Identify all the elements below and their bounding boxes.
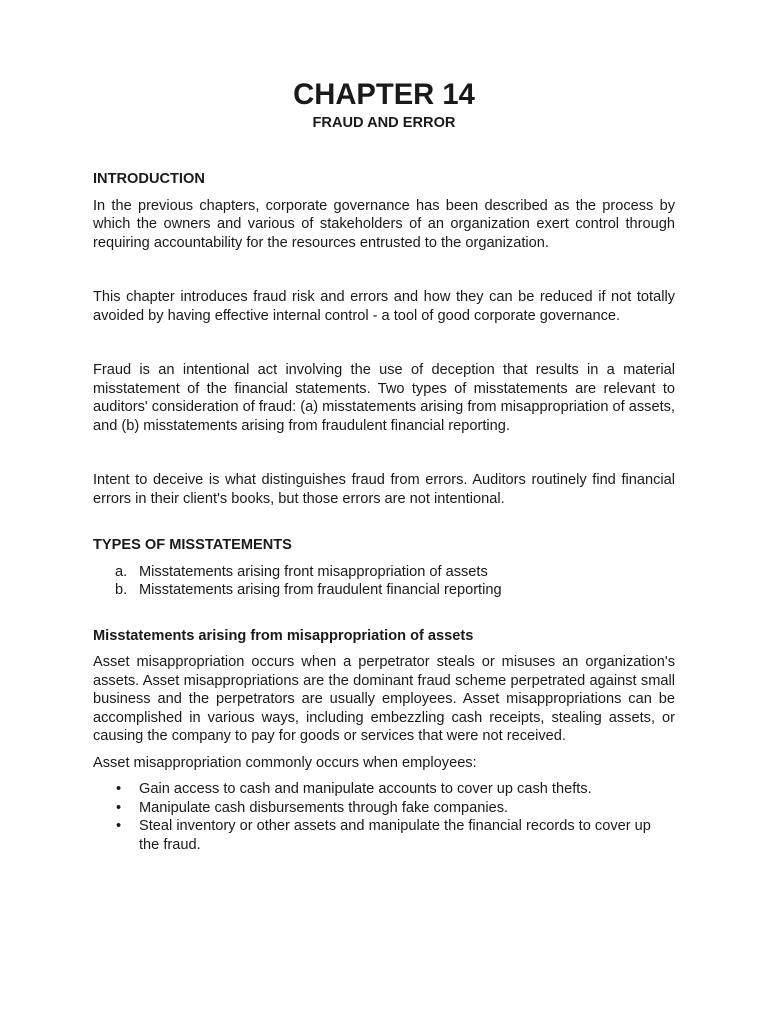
intro-paragraph-2: This chapter introduces fraud risk and errors and how they can be reduced if not totally avoided by having effective internal control - a tool of good corporate governance. [93, 289, 675, 324]
types-list [93, 563, 675, 600]
list-item-text: Manipulate cash disbursements through fake companies. [139, 799, 509, 816]
misappropriation-paragraph-2: Asset misappropriation commonly occurs when employees: [93, 754, 477, 771]
intro-paragraph-4: Intent to deceive is what distinguishes fraud from errors. Auditors routinely find financial errors in their client's books, but those errors are not intentional. [93, 472, 675, 507]
list-item [115, 817, 675, 854]
chapter-subtitle: FRAUD AND ERROR [312, 114, 456, 131]
list-item-text: Misstatements arising front misappropriation of assets [139, 563, 488, 580]
bullet-icon: • [116, 781, 122, 797]
list-item-text: Misstatements arising from fraudulent financial reporting [139, 582, 502, 598]
list-item [115, 780, 675, 799]
list-item [115, 581, 675, 600]
introduction-heading: INTRODUCTION [93, 171, 205, 187]
list-item-text: Steal inventory or other assets and manipulate the financial records to cover up the fraud. [139, 818, 651, 853]
list-item [115, 563, 675, 582]
misappropriation-bullet-list [93, 780, 675, 854]
intro-paragraph-1: In the previous chapters, corporate governance has been described as the process by which the owners and various of stakeholders of an organization exert control through requiring accountability for the resources entrusted to the organization. [93, 197, 675, 251]
list-marker: a. [115, 563, 128, 580]
bullet-icon: • [116, 818, 122, 834]
document-page [93, 79, 675, 854]
bullet-icon: • [116, 799, 122, 816]
types-heading: TYPES OF MISSTATEMENTS [93, 537, 292, 553]
list-item [115, 799, 675, 818]
misappropriation-paragraph-1: Asset misappropriation occurs when a perpetrator steals or misuses an organization's assets. Asset misappropriations are the dominant fraud scheme perpetrated against small business and the perpetrators are usually employees. Asset misappropriations can be accomplished in various ways, including embezzling cash receipts, stealing assets, or causing the company to pay for goods or services that were not received. [93, 654, 675, 744]
intro-paragraph-3: Fraud is an intentional act involving the use of deception that results in a material misstatement of the financial statements. Two types of misstatements are relevant to auditors' consideration of fraud: (a) misstatements arising from misappropriation of assets, and (b) misstatements arising from fraudulent financial reporting. [93, 362, 675, 434]
chapter-title: CHAPTER 14 [293, 79, 475, 111]
list-marker: b. [115, 582, 128, 598]
misappropriation-heading: Misstatements arising from misappropriation of assets [93, 627, 474, 644]
list-item-text: Gain access to cash and manipulate accounts to cover up cash thefts. [139, 781, 592, 797]
